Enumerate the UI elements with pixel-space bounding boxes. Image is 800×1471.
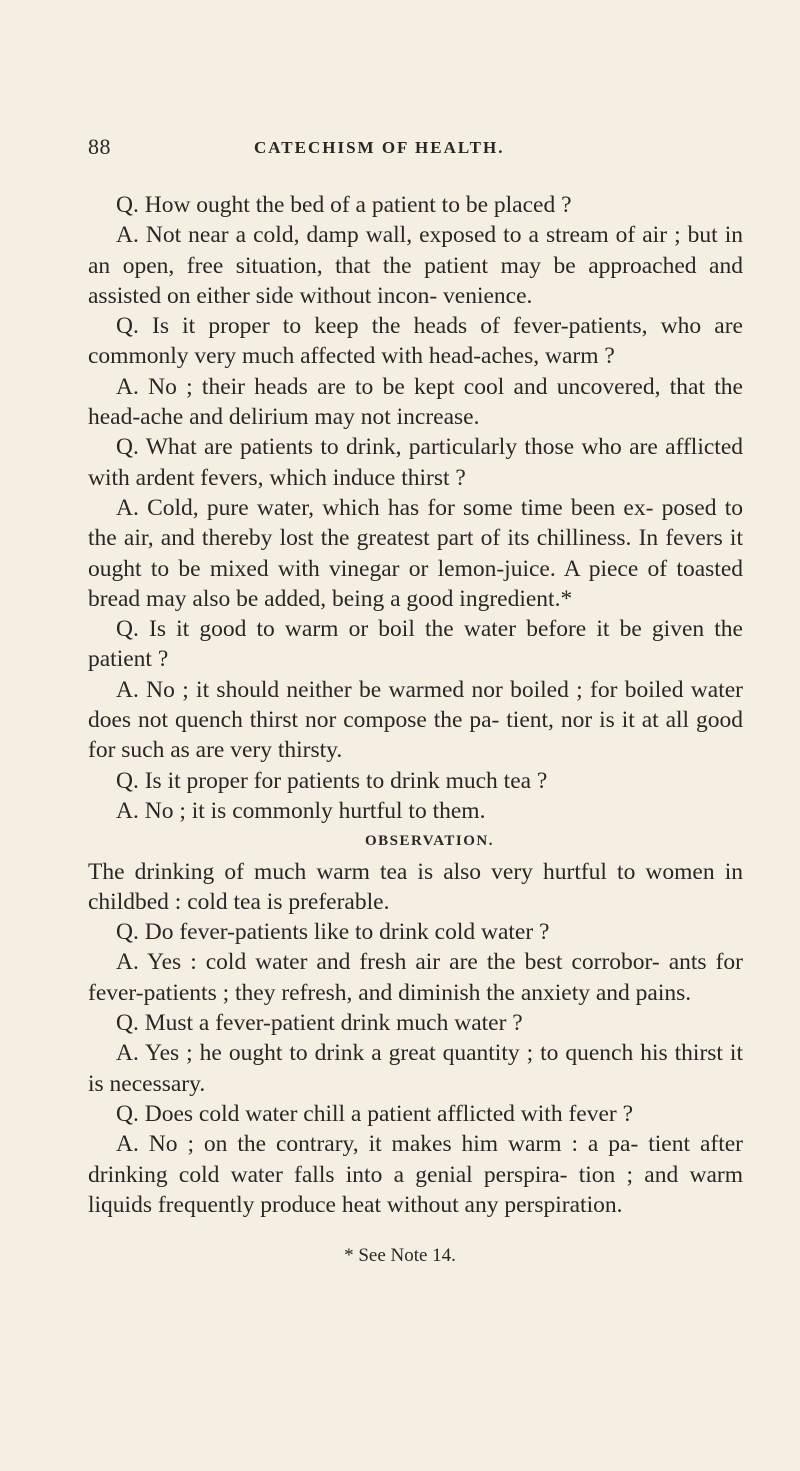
body-text xyxy=(88,190,743,1220)
answer-cold-water: A. Cold, pure water, which has for some time been ex- posed to the air, and thereby lost the greatest part of its chilliness. In fevers it ought to be mixed with vinegar or lemon-juice. A piece of toasted bread may also be added, being a good ingredient.* xyxy=(88,494,743,612)
question-bed-placement: Q. How ought the bed of a patient to be placed ? xyxy=(116,192,572,218)
footnote: * See Note 14. xyxy=(344,1245,456,1266)
running-head xyxy=(88,134,748,164)
question-like-cold-water: Q. Do fever-patients like to drink cold water ? xyxy=(116,919,550,946)
answer-perspiration: A. No ; on the contrary, it makes him warm : a pa- tient after drinking cold water falls into a genial perspira- tion ; and warm liquids frequently produce heat without any perspiration. xyxy=(88,1131,743,1218)
question-what-to-drink: Q. What are patients to drink, particularly those who are afflicted with ardent fevers, which induce thirst ? xyxy=(88,434,743,491)
observation-text: The drinking of much warm tea is also very hurtful to women in childbed : cold tea is preferable. xyxy=(88,858,743,915)
answer-heads-cool: A. No ; their heads are to be kept cool and uncovered, that the head-ache and delirium may not increase. xyxy=(88,373,743,431)
section-heading-observation: OBSERVATION. xyxy=(364,833,495,850)
question-chill: Q. Does cold water chill a patient afflicted with fever ? xyxy=(116,1100,634,1127)
question-heads-warm: Q. Is it proper to keep the heads of fever-patients, who are commonly very much affected with head-aches, warm ? xyxy=(88,313,743,370)
answer-great-quantity: A. Yes ; he ought to drink a great quantity ; to quench his thirst it is necessary. xyxy=(88,1040,743,1097)
running-title: CATECHISM OF HEALTH. xyxy=(254,138,505,157)
answer-cold-water-fresh-air: A. Yes : cold water and fresh air are the best corrobor- ants for fever-patients ; they refresh, and diminish the anxiety and pains. xyxy=(88,949,743,1006)
answer-no-boil: A. No ; it should neither be warmed nor boiled ; for boiled water does not quench thirst nor compose the pa- tient, nor is it at all good for such as are very thirsty. xyxy=(88,676,743,764)
question-boil-water: Q. Is it good to warm or boil the water before it be given the patient ? xyxy=(88,616,743,673)
question-much-water: Q. Must a fever-patient drink much water ? xyxy=(116,1010,523,1037)
answer-tea-hurtful: A. No ; it is commonly hurtful to them. xyxy=(116,797,486,824)
page-number: 88 xyxy=(88,134,111,159)
answer-bed-placement: A. Not near a cold, damp wall, exposed to a stream of air ; but in an open, free situation, that the patient may be approached and assisted on either side without incon- venience. xyxy=(88,222,743,309)
question-tea: Q. Is it proper for patients to drink much tea ? xyxy=(116,767,548,794)
